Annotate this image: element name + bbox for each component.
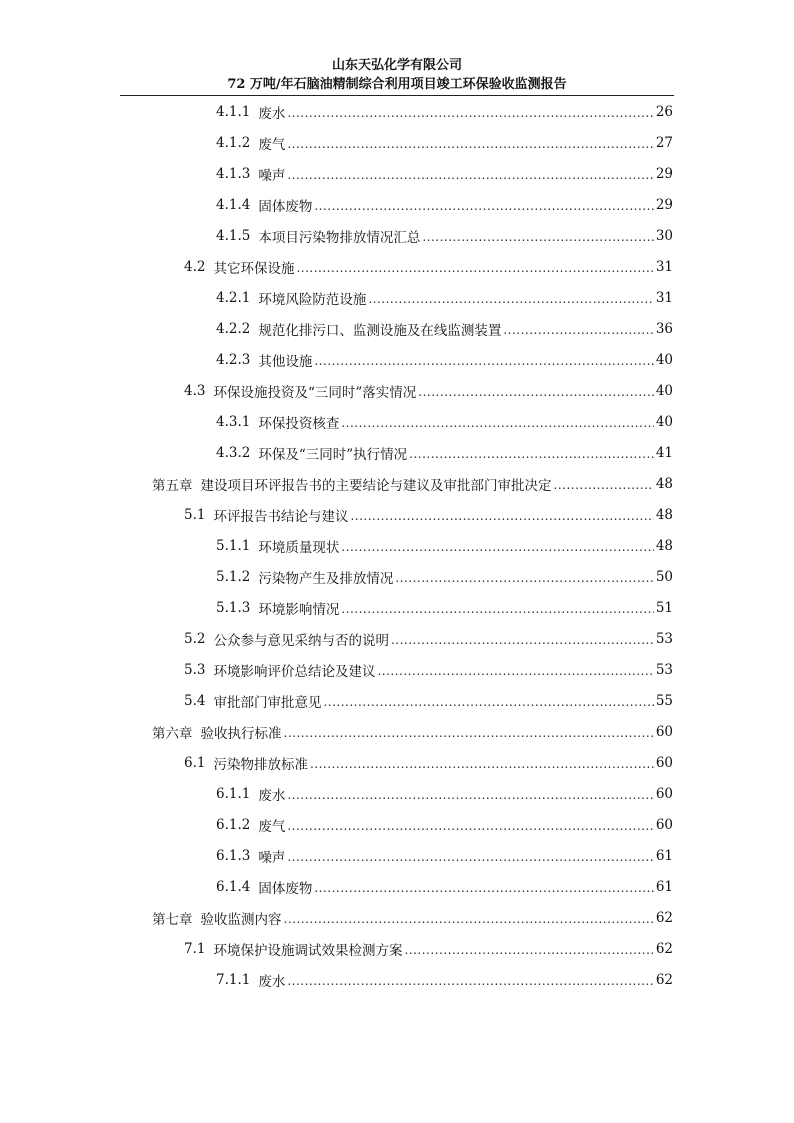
- toc-leader-dots: [418, 382, 654, 400]
- toc-entry-page: 62: [655, 909, 673, 926]
- toc-entry-number: 6.1.4: [216, 878, 251, 895]
- toc-leader-dots: [284, 909, 654, 927]
- toc-entry[interactable]: [184, 685, 673, 716]
- toc-entry-number: 4.2.1: [216, 289, 251, 306]
- toc-entry[interactable]: [216, 530, 673, 561]
- toc-entry[interactable]: [216, 158, 673, 189]
- toc-entry-page: 41: [655, 444, 673, 461]
- toc-leader-dots: [287, 816, 653, 834]
- toc-entry-title: 环境保护设施调试效果检测方案: [213, 942, 403, 959]
- toc-entry-number: 4.3.1: [216, 413, 251, 430]
- toc-entry-page: 30: [655, 227, 673, 244]
- toc-entry[interactable]: [184, 375, 673, 406]
- toc-entry-page: 55: [655, 692, 673, 709]
- toc-entry-title: 其它环保设施: [213, 260, 295, 277]
- toc-leader-dots: [503, 320, 653, 338]
- toc-entry-number: 6.1.1: [216, 785, 251, 802]
- toc-leader-dots: [422, 227, 653, 245]
- toc-entry-title: 环保投资核查: [258, 415, 340, 432]
- toc-entry-title: 废水: [258, 787, 286, 804]
- toc-leader-dots: [314, 351, 653, 369]
- toc-entry-title: 本项目污染物排放情况汇总: [258, 229, 421, 246]
- toc-entry-title: 废气: [258, 818, 286, 835]
- toc-entry-number: 第六章: [152, 725, 193, 742]
- toc-entry-number: 6.1.3: [216, 847, 251, 864]
- toc-entry-number: 5.1: [184, 506, 206, 523]
- toc-entry[interactable]: [184, 747, 673, 778]
- toc-entry-title: 审批部门审批意见: [213, 694, 322, 711]
- toc-entry-page: 61: [655, 878, 673, 895]
- toc-entry-number: 4.1.4: [216, 196, 251, 213]
- toc-entry-page: 60: [655, 785, 673, 802]
- toc-entry-title: 环保及“三同时”执行情况: [258, 446, 408, 463]
- company-name: 山东天弘化学有限公司: [331, 58, 462, 73]
- toc-entry-number: 4.1.5: [216, 227, 251, 244]
- toc-entry-title: 废水: [258, 973, 286, 990]
- toc-entry-page: 40: [655, 351, 673, 368]
- toc-entry-page: 51: [655, 599, 673, 616]
- toc-entry-title: 环境影响评价总结论及建议: [213, 663, 376, 680]
- toc-entry-title: 噪声: [258, 849, 286, 866]
- toc-leader-dots: [341, 413, 653, 431]
- toc-entry[interactable]: [216, 282, 673, 313]
- toc-entry-number: 第五章: [152, 477, 193, 494]
- toc-leader-dots: [341, 537, 653, 555]
- toc-entry-page: 60: [655, 723, 673, 740]
- toc-entry[interactable]: [216, 220, 673, 251]
- toc-entry-title: 废气: [258, 136, 286, 153]
- toc-leader-dots: [287, 134, 653, 152]
- toc-leader-dots: [310, 754, 654, 772]
- toc-entry-title: 建设项目环评报告书的主要结论与建议及审批部门审批决定: [200, 477, 552, 494]
- toc-entry-number: 4.2: [184, 258, 206, 275]
- toc-entry-page: 53: [655, 661, 673, 678]
- toc-entry-page: 31: [655, 258, 673, 275]
- toc-entry-title: 环境风险防范设施: [258, 291, 367, 308]
- toc-entry[interactable]: [152, 468, 673, 499]
- toc-leader-dots: [350, 506, 653, 524]
- toc-entry-title: 公众参与意见采纳与否的说明: [213, 632, 389, 649]
- toc-entry[interactable]: [184, 499, 673, 530]
- toc-entry[interactable]: [184, 623, 673, 654]
- toc-entry-number: 5.1.1: [216, 537, 251, 554]
- toc-leader-dots: [287, 971, 653, 989]
- toc-entry-page: 48: [655, 537, 673, 554]
- toc-leader-dots: [323, 692, 653, 710]
- toc-entry-number: 7.1.1: [216, 971, 251, 988]
- toc-entry[interactable]: [216, 964, 673, 995]
- toc-entry-number: 4.3.2: [216, 444, 251, 461]
- toc-entry-page: 48: [655, 506, 673, 523]
- toc-entry[interactable]: [216, 871, 673, 902]
- toc-entry-title: 固体废物: [258, 198, 313, 215]
- toc-entry-page: 26: [655, 103, 673, 120]
- toc-leader-dots: [341, 599, 653, 617]
- toc-entry[interactable]: [216, 592, 673, 623]
- toc-leader-dots: [368, 289, 653, 307]
- toc-entry-number: 4.1.3: [216, 165, 251, 182]
- toc-leader-dots: [554, 475, 654, 493]
- toc-entry[interactable]: [216, 778, 673, 809]
- toc-entry-title: 固体废物: [258, 880, 313, 897]
- toc-entry-title: 环保设施投资及“三同时”落实情况: [213, 384, 417, 401]
- toc-entry-page: 62: [655, 971, 673, 988]
- toc-entry-page: 29: [655, 196, 673, 213]
- toc-entry-page: 31: [655, 289, 673, 306]
- toc-leader-dots: [391, 630, 654, 648]
- toc-entry-title: 噪声: [258, 167, 286, 184]
- toc-entry-number: 4.1.2: [216, 134, 251, 151]
- toc-entry-number: 4.2.2: [216, 320, 251, 337]
- toc-entry-number: 6.1: [184, 754, 206, 771]
- toc-entry[interactable]: [152, 716, 673, 747]
- toc-entry[interactable]: [152, 902, 673, 933]
- toc-entry-number: 6.1.2: [216, 816, 251, 833]
- toc-entry-page: 40: [655, 413, 673, 430]
- toc-entry-page: 48: [655, 475, 673, 492]
- toc-entry-page: 36: [655, 320, 673, 337]
- toc-entry-number: 4.2.3: [216, 351, 251, 368]
- toc-entry-title: 环评报告书结论与建议: [213, 508, 349, 525]
- toc-entry-page: 60: [655, 816, 673, 833]
- toc-leader-dots: [296, 258, 653, 276]
- toc-leader-dots: [409, 444, 654, 462]
- toc-entry[interactable]: [184, 654, 673, 685]
- toc-leader-dots: [287, 165, 653, 183]
- toc-entry[interactable]: [184, 251, 673, 282]
- toc-entry-page: 60: [655, 754, 673, 771]
- toc-entry[interactable]: [216, 561, 673, 592]
- toc-leader-dots: [314, 878, 653, 896]
- toc-entry-number: 7.1: [184, 940, 206, 957]
- toc-entry-number: 5.3: [184, 661, 206, 678]
- toc-entry[interactable]: [216, 189, 673, 220]
- toc-entry-number: 5.2: [184, 630, 206, 647]
- toc-entry[interactable]: [216, 840, 673, 871]
- toc-entry-page: 50: [655, 568, 673, 585]
- toc-entry-page: 40: [655, 382, 673, 399]
- toc-entry-title: 污染物产生及排放情况: [258, 570, 394, 587]
- toc-entry-title: 污染物排放标准: [213, 756, 308, 773]
- toc-entry-number: 第七章: [152, 911, 193, 928]
- toc-entry-title: 验收监测内容: [200, 911, 282, 928]
- toc-leader-dots: [377, 661, 653, 679]
- toc-entry-page: 53: [655, 630, 673, 647]
- toc-leader-dots: [287, 785, 653, 803]
- toc-entry-title: 环境质量现状: [258, 539, 340, 556]
- toc-entry-title: 废水: [258, 105, 286, 122]
- toc-entry[interactable]: [184, 933, 673, 964]
- toc-entry[interactable]: [216, 809, 673, 840]
- toc-entry[interactable]: [216, 344, 673, 375]
- toc-entry[interactable]: [216, 127, 673, 158]
- toc-leader-dots: [395, 568, 653, 586]
- toc-leader-dots: [287, 847, 653, 865]
- toc-leader-dots: [284, 723, 654, 741]
- toc-entry-number: 5.1.2: [216, 568, 251, 585]
- page-header: [0, 56, 794, 94]
- toc-entry-page: 29: [655, 165, 673, 182]
- toc-entry-page: 27: [655, 134, 673, 151]
- toc-entry[interactable]: [216, 406, 673, 437]
- toc-entry-number: 5.4: [184, 692, 206, 709]
- toc-entry[interactable]: [216, 437, 673, 468]
- toc-entry-page: 62: [655, 940, 673, 957]
- toc-entry-title: 验收执行标准: [200, 725, 282, 742]
- toc-entry-page: 61: [655, 847, 673, 864]
- toc-leader-dots: [287, 103, 653, 121]
- toc-entry-number: 4.1.1: [216, 103, 251, 120]
- toc-leader-dots: [404, 940, 653, 958]
- toc-entry[interactable]: [216, 313, 673, 344]
- toc-leader-dots: [314, 196, 653, 214]
- toc-entry[interactable]: [216, 96, 673, 127]
- toc-entry-number: 4.3: [184, 382, 206, 399]
- toc-entry-title: 环境影响情况: [258, 601, 340, 618]
- toc-entry-title: 规范化排污口、监测设施及在线监测装置: [258, 322, 502, 339]
- report-title: 72 万吨/年石脑油精制综合利用项目竣工环保验收监测报告: [227, 77, 567, 92]
- toc-entry-title: 其他设施: [258, 353, 313, 370]
- toc-entry-number: 5.1.3: [216, 599, 251, 616]
